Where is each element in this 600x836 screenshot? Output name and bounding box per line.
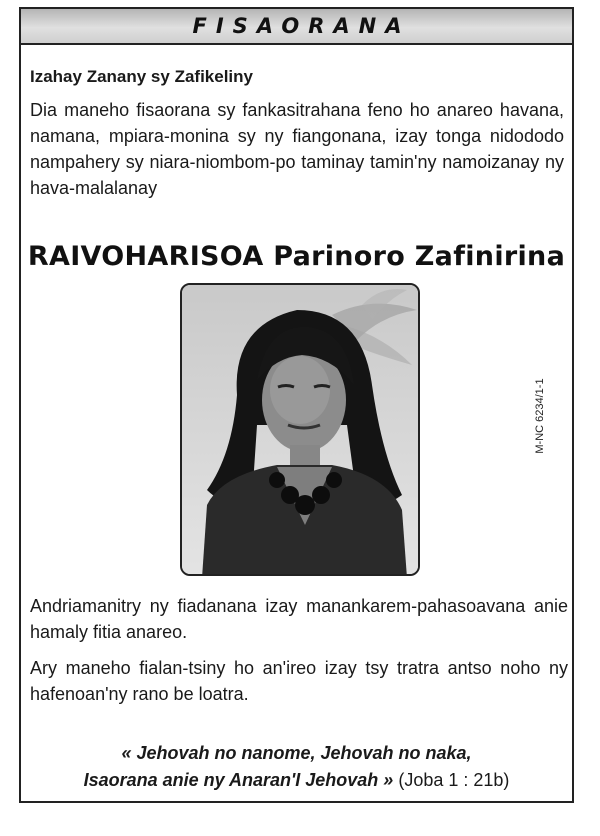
from-line: Izahay Zanany sy Zafikeliny <box>30 67 253 86</box>
announcement-frame <box>19 7 574 803</box>
portrait-photo <box>180 283 420 576</box>
deceased-name: RAIVOHARISOA Parinoro Zafinirina <box>27 241 566 272</box>
header-banner <box>21 9 572 45</box>
thanks-paragraph: Dia maneho fisaorana sy fankasitrahana feno ho anareo havana, namana, mpiara-monina sy ny fiangonana, izay tonga nidododo nampahery sy niara-niombom-po taminay tamin'ny namoizanay ny hava-malalanay <box>30 100 564 198</box>
portrait-image <box>182 285 420 576</box>
verse-reference: (Joba 1 : 21b) <box>398 770 510 790</box>
verse-line-2: Isaorana anie ny Anaran'I Jehovah » <box>83 770 394 790</box>
apology-paragraph: Ary maneho fialan-tsiny ho an'ireo izay tsy tratra antso noho ny hafenoan'ny rano be loatra. <box>30 658 568 704</box>
ad-reference-code: M-NC 6234/1-1 <box>534 378 546 454</box>
verse-line-1: « Jehovah no nanome, Jehovah no naka, <box>121 743 472 763</box>
verse-line-2-wrapper <box>21 767 572 794</box>
blessing-paragraph: Andriamanitry ny fiadanana izay manankarem-pahasoavana anie hamaly fitia anareo. <box>30 596 568 642</box>
bible-verse <box>21 740 572 794</box>
banner-title: FISAORANA <box>192 14 411 38</box>
